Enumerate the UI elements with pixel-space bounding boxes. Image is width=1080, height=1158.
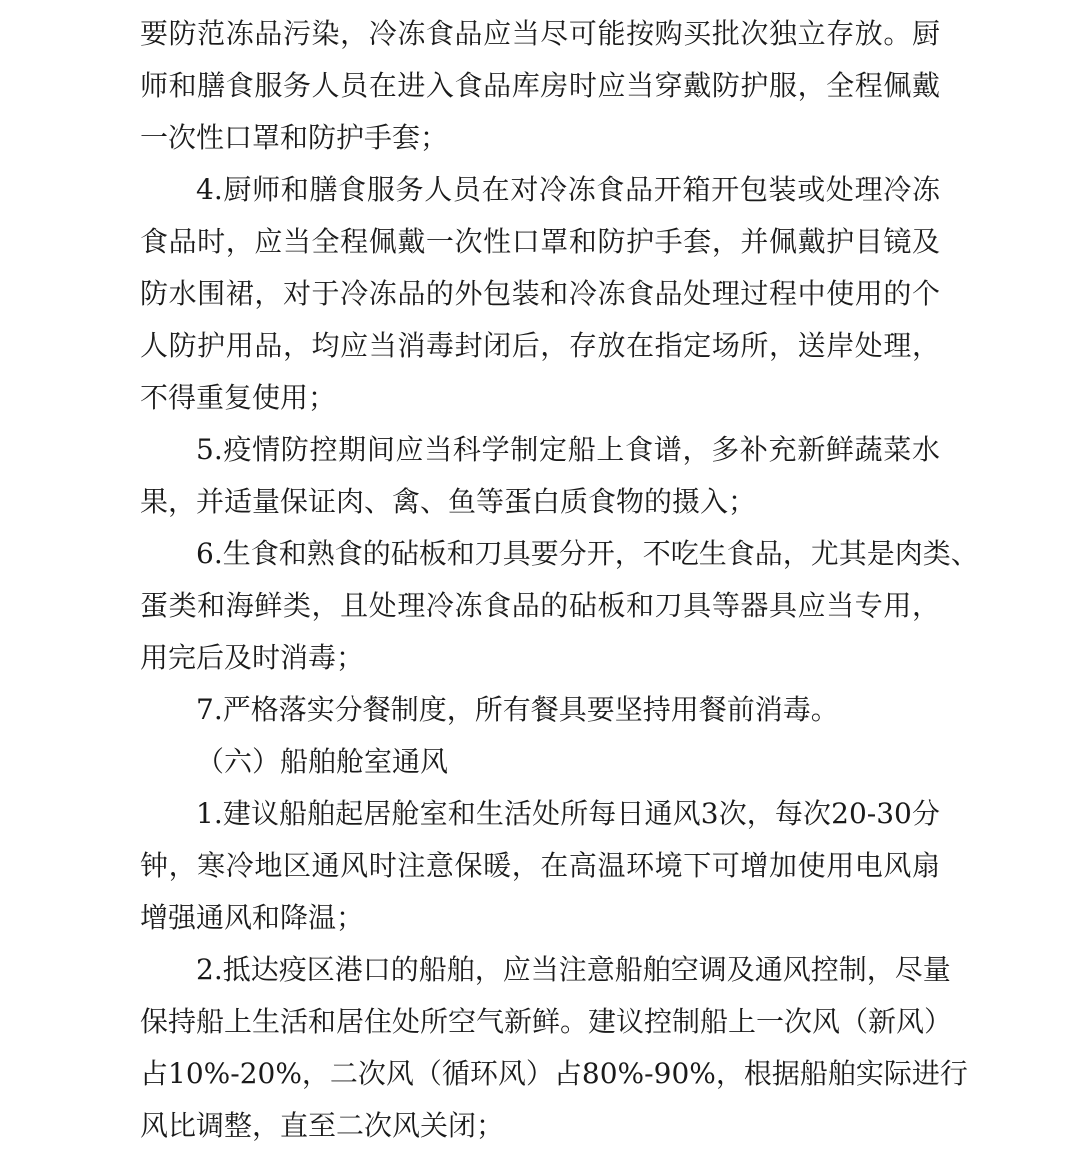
paragraph-line: 保持船上生活和居住处所空气新鲜。建议控制船上一次风（新风）: [140, 1005, 953, 1038]
paragraph-line: 2.抵达疫区港口的船舶，应当注意船舶空调及通风控制，尽量: [196, 953, 951, 986]
paragraph-line: 人防护用品，均应当消毒封闭后，存放在指定场所，送岸处理，: [140, 329, 940, 362]
paragraph-line: 钟，寒冷地区通风时注意保暖，在高温环境下可增加使用电风扇: [140, 849, 940, 882]
paragraph-line: 5.疫情防控期间应当科学制定船上食谱，多补充新鲜蔬菜水: [196, 433, 940, 466]
paragraph-line: 一次性口罩和防护手套；: [140, 121, 449, 154]
paragraph-line: 7.严格落实分餐制度，所有餐具要坚持用餐前消毒。: [196, 693, 839, 726]
paragraph-line: 果，并适量保证肉、禽、鱼等蛋白质食物的摄入；: [140, 485, 757, 518]
paragraph-line: 不得重复使用；: [140, 381, 337, 414]
paragraph-line: 要防范冻品污染，冷冻食品应当尽可能按购买批次独立存放。厨: [140, 17, 940, 50]
paragraph-line: 师和膳食服务人员在进入食品库房时应当穿戴防护服，全程佩戴: [140, 69, 940, 102]
paragraph-line: 用完后及时消毒；: [140, 641, 365, 674]
paragraph-line: 防水围裙，对于冷冻品的外包装和冷冻食品处理过程中使用的个: [140, 277, 940, 310]
paragraph-line: 增强通风和降温；: [140, 901, 365, 934]
paragraph-line: 6.生食和熟食的砧板和刀具要分开，不吃生食品，尤其是肉类、: [196, 537, 979, 570]
paragraph-line: 食品时，应当全程佩戴一次性口罩和防护手套，并佩戴护目镜及: [140, 225, 940, 258]
paragraph-line: 风比调整，直至二次风关闭；: [140, 1109, 505, 1142]
paragraph-line: 占10%-20%，二次风（循环风）占80%-90%，根据船舶实际进行: [140, 1057, 968, 1090]
paragraph-line: 4.厨师和膳食服务人员在对冷冻食品开箱开包装或处理冷冻: [196, 173, 940, 206]
section-heading: （六）船舶舱室通风: [196, 745, 449, 778]
paragraph-line: 蛋类和海鲜类，且处理冷冻食品的砧板和刀具等器具应当专用，: [140, 589, 940, 622]
paragraph-line: 1.建议船舶起居舱室和生活处所每日通风3次，每次20-30分: [196, 797, 940, 830]
